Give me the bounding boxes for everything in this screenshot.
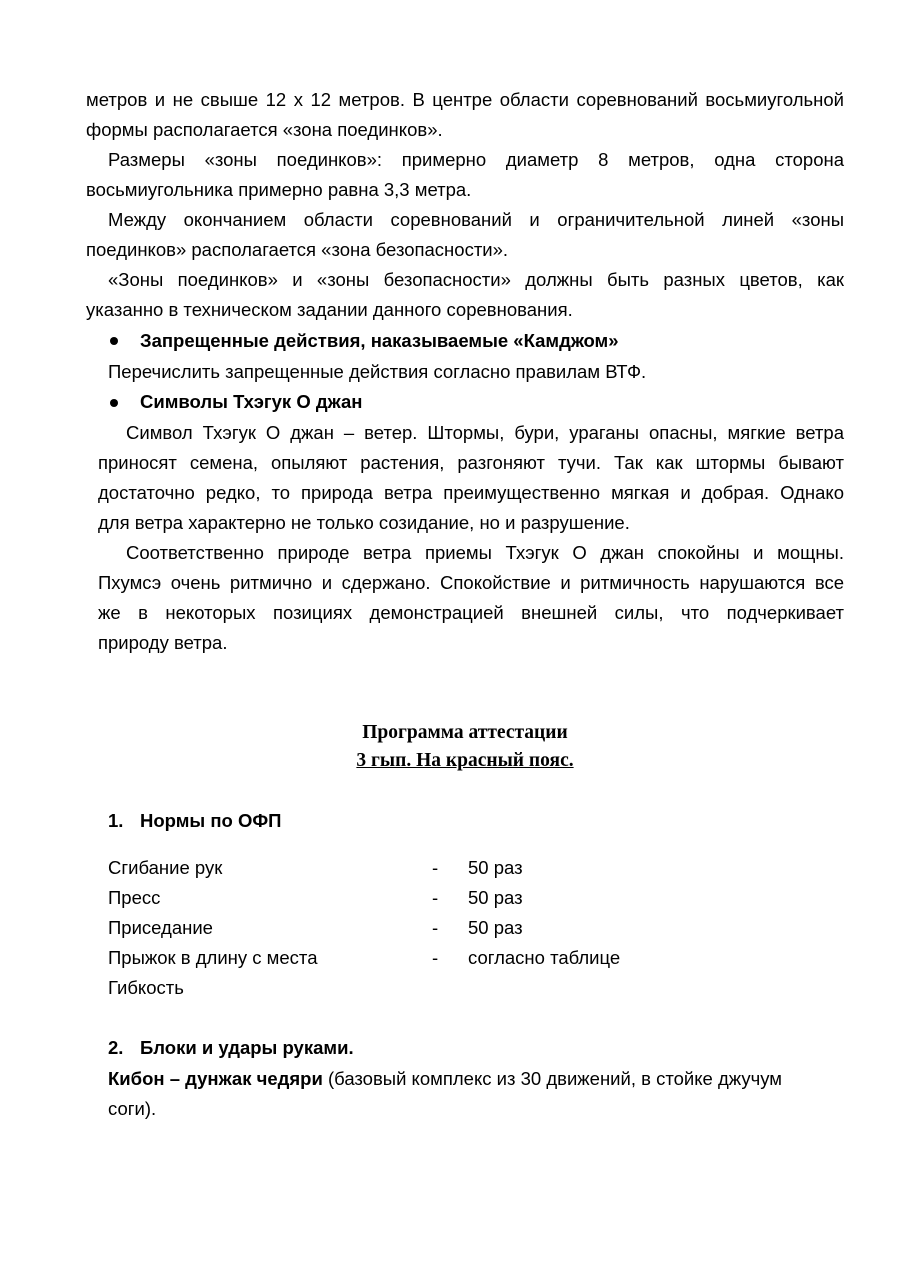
section1-title: Нормы по ОФП [140, 810, 282, 831]
section2-description-line-2: соги). [108, 1098, 157, 1119]
norm-name: Приседание [108, 917, 213, 938]
section2-rest: (базовый комплекс из 30 движений, в стойке джучум [322, 1068, 782, 1089]
bullet2-heading: Символы Тхэгук О джан [140, 391, 363, 412]
intro-line-1: метров и не свыше 12 х 12 метров. В центре области соревнований восьмиугольной [86, 89, 844, 110]
section2-description [108, 1064, 782, 1094]
norm-value: согласно таблице [468, 947, 621, 968]
symbol-p1-line-2: приносят семена, опыляют растения, разгоняют тучи. Так как штормы бывают [98, 452, 844, 473]
bullet-icon [110, 399, 118, 407]
symbol-p1-line-1: Символ Тхэгук О джан – ветер. Штормы, бури, ураганы опасны, мягкие ветра [126, 422, 844, 443]
norm-dash: - [432, 857, 439, 878]
norm-value: 50 раз [468, 917, 523, 938]
program-title: Программа аттестации [362, 722, 568, 743]
symbol-p1-line-3: достаточно редко, то природа ветра преимущественно мягкая и добрая. Однако [98, 482, 844, 503]
norm-dash: - [432, 947, 439, 968]
norm-name: Гибкость [108, 977, 184, 998]
section2-number: 2. [108, 1037, 124, 1058]
section1-number: 1. [108, 810, 124, 831]
intro-line-7: «Зоны поединков» и «зоны безопасности» должны быть разных цветов, как [108, 269, 844, 290]
symbol-p2-line-3: же в некоторых позициях демонстрацией внешней силы, что подчеркивает [98, 602, 844, 623]
intro-line-2: формы располагается «зона поединков». [86, 119, 443, 140]
intro-line-4: восьмиугольника примерно равна 3,3 метра. [86, 179, 472, 200]
bullet-icon [110, 337, 118, 345]
norm-name: Сгибание рук [108, 857, 223, 878]
intro-line-5: Между окончанием области соревнований и ограничительной линей «зоны [108, 209, 844, 230]
intro-line-3: Размеры «зоны поединков»: примерно диаметр 8 метров, одна сторона [108, 149, 844, 170]
norm-dash: - [432, 887, 439, 908]
symbol-p1-line-4: для ветра характерно не только созидание, но и разрушение. [98, 512, 630, 533]
bullet1-text: Перечислить запрещенные действия согласно правилам ВТФ. [108, 361, 647, 382]
intro-line-8: указанно в техническом задании данного соревнования. [86, 299, 573, 320]
norm-value: 50 раз [468, 887, 523, 908]
intro-line-6: поединков» располагается «зона безопасности». [86, 239, 509, 260]
norm-name: Пресс [108, 887, 161, 908]
symbol-p2-line-4: природу ветра. [98, 632, 228, 653]
symbol-p2-line-1: Соответственно природе ветра приемы Тхэгук О джан спокойны и мощны. [126, 542, 844, 563]
bullet1-heading: Запрещенные действия, наказываемые «Камджом» [140, 330, 619, 351]
section2-bold-lead: Кибон – дунжак чедяри [108, 1068, 323, 1089]
program-subtitle: 3 гып. На красный пояс. [356, 750, 574, 771]
norm-value: 50 раз [468, 857, 523, 878]
norm-dash: - [432, 917, 439, 938]
symbol-p2-line-2: Пхумсэ очень ритмично и сдержано. Спокойствие и ритмичность нарушаются все [98, 572, 844, 593]
section2-title: Блоки и удары руками. [140, 1037, 354, 1058]
program-subtitle-wrap [0, 746, 908, 776]
norm-name: Прыжок в длину с места [108, 947, 318, 968]
